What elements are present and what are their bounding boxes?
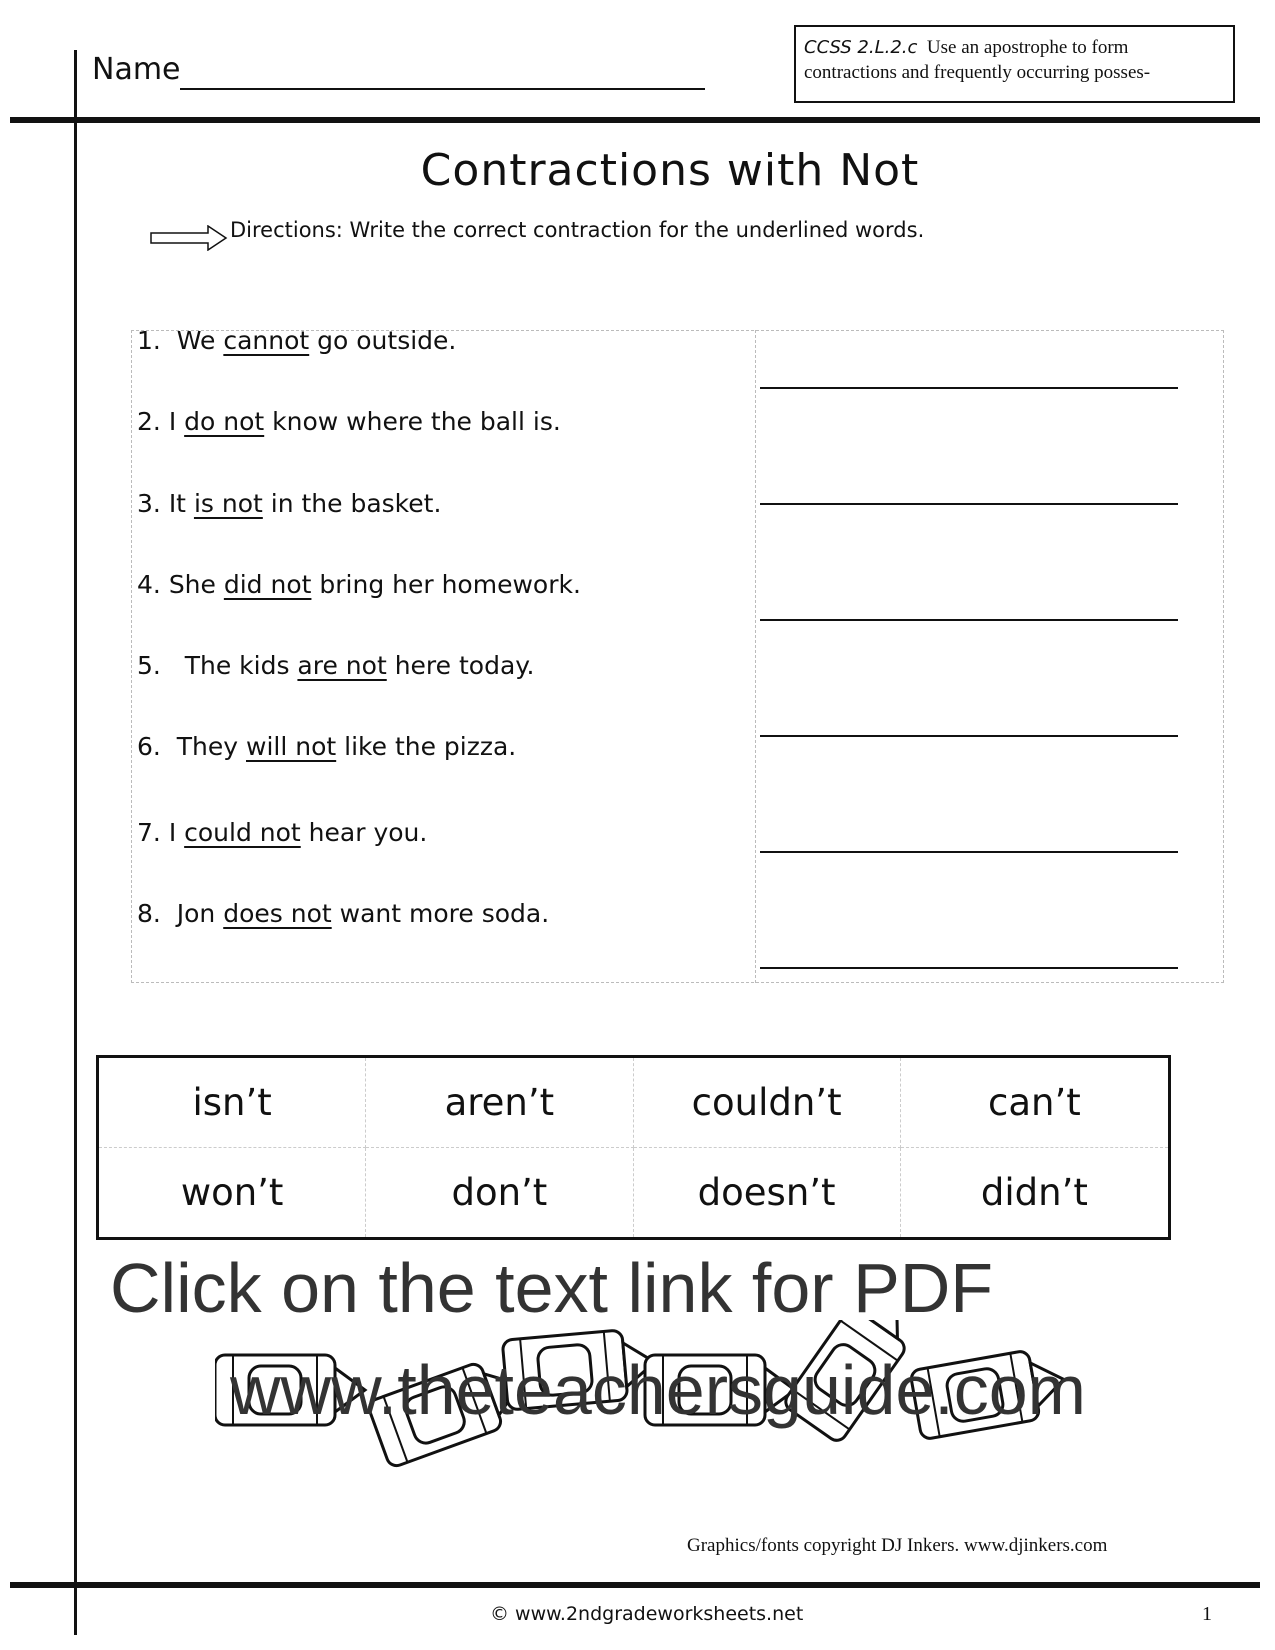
- sentence-text: 2.: [137, 407, 169, 436]
- sentence-item: [137, 489, 441, 518]
- word-bank-cell: doesn’t: [634, 1148, 901, 1238]
- word-bank-cell: can’t: [901, 1058, 1168, 1148]
- underlined-words: did not: [223, 570, 312, 599]
- sentence-text: 8.: [137, 899, 177, 928]
- answer-line[interactable]: [760, 967, 1178, 969]
- sentence-text: 4.: [137, 570, 169, 599]
- directions: Directions: Write the correct contraction for the underlined words.: [230, 218, 925, 242]
- sentence-text: here today.: [386, 651, 535, 680]
- answer-line[interactable]: [760, 851, 1178, 853]
- sentence-text: want more soda.: [331, 899, 550, 928]
- standard-text-2: contractions and frequently occurring posses-: [804, 62, 1151, 83]
- underlined-words: do not: [184, 407, 265, 436]
- underlined-words: will not: [246, 732, 337, 761]
- sentence-text: 5.: [137, 651, 185, 680]
- sentence-text: go outside.: [309, 326, 457, 355]
- answer-line[interactable]: [760, 619, 1178, 621]
- sentence-text: She: [168, 570, 224, 599]
- sentence-text: It: [168, 489, 194, 518]
- sentence-text: bring her homework.: [311, 570, 581, 599]
- underlined-words: is not: [193, 489, 263, 518]
- sentence-item: [137, 899, 549, 928]
- standard-code: CCSS 2.L.2.c: [804, 37, 918, 58]
- word-bank-cell: don’t: [366, 1148, 633, 1238]
- graphics-credit: Graphics/fonts copyright DJ Inkers. www.djinkers.com: [687, 1535, 1108, 1556]
- sentence-item: [137, 651, 534, 680]
- sentence-item: [137, 570, 581, 599]
- sentence-item: [137, 732, 516, 761]
- sentence-text: 6.: [137, 732, 177, 761]
- top-rule: [10, 117, 1260, 123]
- standard-text-1: Use an apostrophe to form: [926, 37, 1129, 58]
- sentence-text: They: [176, 732, 246, 761]
- sentence-item: [137, 326, 456, 355]
- answer-line[interactable]: [760, 735, 1178, 737]
- underlined-words: are not: [297, 651, 387, 680]
- answer-line[interactable]: [760, 387, 1178, 389]
- watermark-line-1[interactable]: Click on the text link for PDF: [110, 1249, 994, 1327]
- sentence-text: know where the ball is.: [264, 407, 561, 436]
- sentence-item: [137, 818, 427, 847]
- word-bank-cell: couldn’t: [634, 1058, 901, 1148]
- standard-box: [794, 25, 1235, 103]
- arrow-right-icon: [150, 225, 228, 251]
- sentence-text: I: [168, 407, 185, 436]
- page-number: 1: [1202, 1603, 1212, 1625]
- page-title: Contractions with Not: [420, 145, 920, 196]
- questions-divider: [755, 330, 756, 983]
- sentence-text: Jon: [176, 899, 224, 928]
- sentence-text: We: [176, 326, 224, 355]
- word-bank-cell: didn’t: [980, 1170, 1088, 1214]
- footer-copyright: © www.2ndgradeworksheets.net: [490, 1603, 804, 1625]
- answer-line[interactable]: [760, 503, 1178, 505]
- word-bank: [96, 1055, 1171, 1240]
- sentence-text: 1.: [137, 326, 177, 355]
- word-bank-cell: won’t: [99, 1148, 366, 1238]
- bottom-rule: [10, 1582, 1260, 1588]
- sentence-text: in the basket.: [262, 489, 442, 518]
- sentence-text: like the pizza.: [336, 732, 517, 761]
- sentence-text: I: [168, 818, 185, 847]
- word-bank-cell: isn’t: [99, 1058, 366, 1148]
- sentence-text: 7.: [137, 818, 169, 847]
- sentence-text: 3.: [137, 489, 169, 518]
- name-label: Name: [92, 52, 181, 87]
- sentence-text: hear you.: [300, 818, 428, 847]
- name-line: [180, 88, 705, 90]
- underlined-words: cannot: [223, 326, 310, 355]
- margin-line: [74, 50, 77, 1635]
- underlined-words: does not: [223, 899, 332, 928]
- underlined-words: could not: [184, 818, 301, 847]
- watermark-line-2[interactable]: www.theteachersguide.com: [230, 1351, 1086, 1429]
- sentence-text: The kids: [184, 651, 298, 680]
- sentence-item: [137, 407, 561, 436]
- word-bank-cell: aren’t: [366, 1058, 633, 1148]
